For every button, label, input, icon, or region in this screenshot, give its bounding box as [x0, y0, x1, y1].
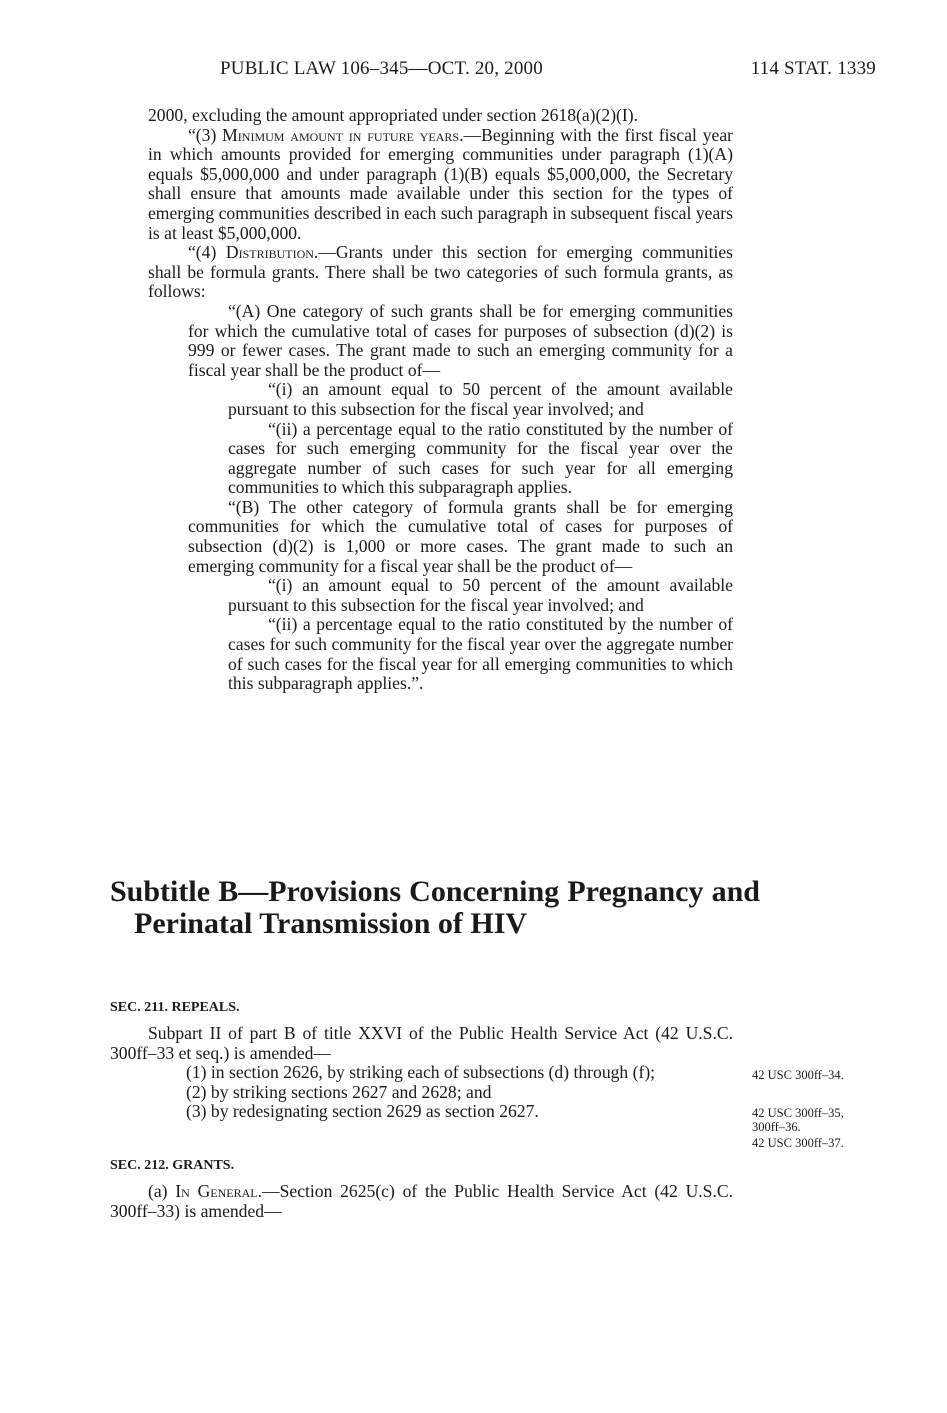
margin-note-usc-34: 42 USC 300ff–34.: [752, 1068, 844, 1082]
paragraph-continuation: 2000, excluding the amount appropriated under section 2618(a)(2)(I).: [148, 105, 639, 125]
clause-a-ii: “(ii) a percentage equal to the ratio constituted by the number of cases for such emerging community for the fiscal year over the aggregate number of such cases for such year for all emerging communities to which this subparagraph applies.: [228, 418, 733, 498]
subsection-caption: In General.: [175, 1181, 263, 1201]
margin-note-usc-35-36: [752, 1107, 844, 1134]
paragraph-distribution: [148, 243, 733, 302]
header-page-number: 114 STAT. 1339: [750, 58, 876, 79]
section-211-intro: Subpart II of part B of title XXVI of the Public Health Service Act (42 U.S.C. 300ff–33 et seq.) is amended—: [110, 1023, 733, 1063]
subparagraph-b: “(B) The other category of formula grants shall be for emerging communities for which the cumulative total of cases for purposes of subsection (d)(2) is 1,000 or more cases. The grant made to such an emerging community for a fiscal year shall be the product of—: [188, 496, 733, 576]
margin-note-line: 42 USC 300ff–35,: [752, 1106, 844, 1120]
body-text: [148, 106, 733, 694]
paragraph-minimum-amount: [148, 126, 733, 244]
subsection-number: (a): [148, 1181, 176, 1201]
clause-b-ii: “(ii) a percentage equal to the ratio constituted by the number of cases for such community for the fiscal year over the aggregate number of such cases for the fiscal year for all emerging communities to which this subparagraph applies.”.: [228, 614, 733, 694]
section-211-body: [110, 1024, 733, 1122]
clause-a-i: “(i) an amount equal to 50 percent of the amount available pursuant to this subsection for the fiscal year involved; and: [228, 379, 733, 419]
margin-note-line: 300ff–36.: [752, 1119, 801, 1134]
subsection-text: —Section 2625(c) of the Public Health Service Act (42 U.S.C. 300ff–33) is amended—: [110, 1181, 733, 1221]
subparagraph-a: “(A) One category of such grants shall be for emerging communities for which the cumulative total of cases for purposes of subsection (d)(2) is 999 or fewer cases. The grant made to such an emerging community for a fiscal year shall be the product of—: [188, 300, 733, 380]
subtitle-heading: Subtitle B—Provisions Concerning Pregnancy and Perinatal Transmission of HIV: [110, 875, 760, 940]
clause-b-i: “(i) an amount equal to 50 percent of the amount available pursuant to this subsection for the fiscal year involved; and: [228, 575, 733, 615]
header-law-citation: PUBLIC LAW 106–345—OCT. 20, 2000: [220, 58, 543, 79]
section-212-subsection-a: [110, 1182, 733, 1221]
section-212-body: [110, 1182, 733, 1221]
section-211-item-2: (2) by striking sections 2627 and 2628; and: [186, 1081, 492, 1102]
section-211-heading: SEC. 211. REPEALS.: [110, 1000, 240, 1015]
para-number: “(3): [188, 124, 223, 145]
para-text: —Beginning with the first fiscal year in which amounts provided for emerging communities under paragraph (1)(A) equals $5,000,000 and under paragraph (1)(B) equals $5,000,000, the Secretary shall ensure that amounts made available under this section for the types of emerging communities described in each such paragraph in subsequent fiscal years is at least $5,000,000.: [148, 124, 733, 243]
para-number: “(4): [188, 242, 226, 263]
section-212-heading: SEC. 212. GRANTS.: [110, 1158, 235, 1173]
section-211-item-3: (3) by redesignating section 2629 as section 2627.: [186, 1101, 539, 1122]
section-211-item-1: (1) in section 2626, by striking each of subsections (d) through (f);: [186, 1062, 656, 1083]
para-caption: Distribution.: [225, 242, 319, 263]
para-caption: Minimum amount in future years.: [222, 124, 464, 145]
para-text: —Grants under this section for emerging communities shall be formula grants. There shall be two categories of such formula grants, as follows:: [148, 242, 733, 302]
margin-note-usc-37: 42 USC 300ff–37.: [752, 1136, 844, 1150]
